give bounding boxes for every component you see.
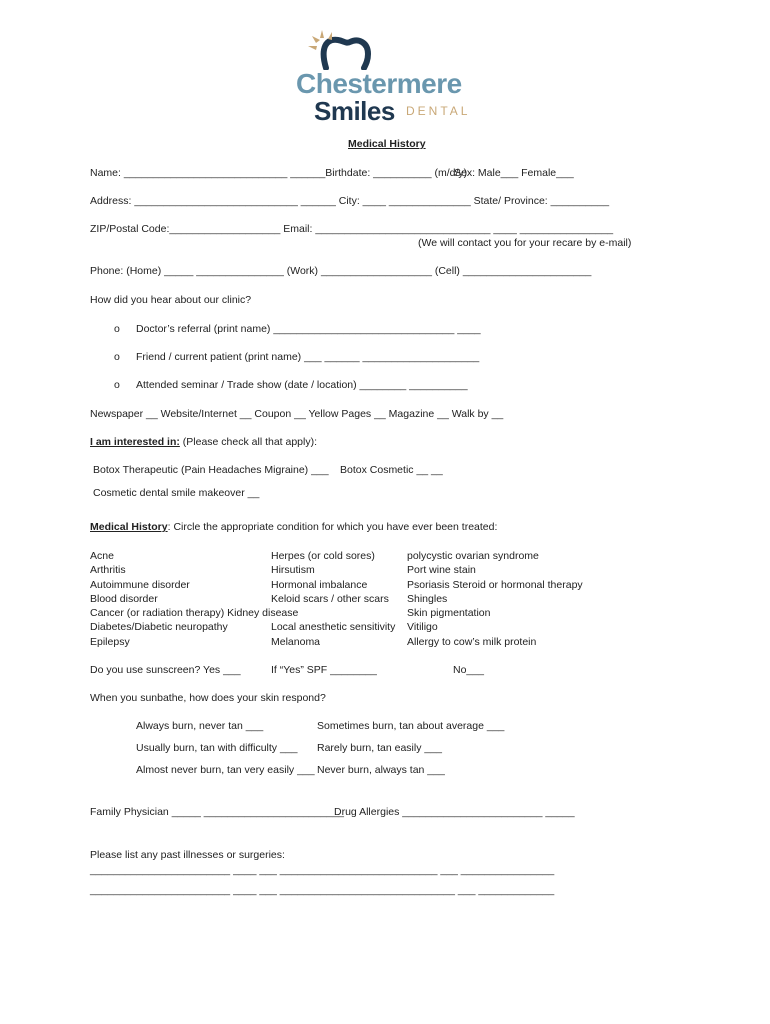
page-title: Medical History — [348, 138, 426, 150]
clinic-logo — [296, 28, 476, 126]
skin-option[interactable]: Rarely burn, tan easily ___ — [317, 742, 442, 754]
condition-item[interactable]: polycystic ovarian syndrome — [407, 550, 539, 562]
condition-item[interactable]: Hirsutism — [271, 564, 315, 577]
botox-cosmetic-option[interactable]: Botox Cosmetic __ __ — [340, 464, 443, 476]
address-field[interactable]: Address: ____________________________ ______ City: ____ ______________ State/ Province: __________ — [90, 195, 610, 207]
referral-option-doctor[interactable]: Doctor’s referral (print name) _______________________________ ____ — [136, 323, 481, 335]
condition-item[interactable]: Acne — [90, 550, 114, 562]
condition-item — [271, 606, 395, 620]
conditions-column-2 — [271, 549, 395, 649]
family-physician-field[interactable]: Family Physician _____ ________________________ — [90, 806, 344, 818]
condition-item[interactable]: Blood disorder — [90, 592, 158, 605]
medical-history-line — [90, 521, 497, 533]
condition-item[interactable]: Hormonal imbalance — [271, 578, 368, 591]
bullet: o — [114, 351, 120, 363]
tooth-logo-icon — [304, 28, 384, 70]
bullet: o — [114, 379, 120, 391]
condition-item[interactable]: Diabetes/Diabetic neuropathy — [90, 621, 228, 634]
referral-option-friend[interactable]: Friend / current patient (print name) ___ ______ ____________________ — [136, 351, 480, 363]
medical-history-instruction: : Circle the appropriate condition for which you have ever been treated: — [167, 521, 498, 533]
condition-item[interactable]: Arthritis — [90, 564, 126, 577]
illness-line[interactable]: ________________________ ____ ___ ___________________________ ___ ________________ — [90, 864, 555, 876]
interests-heading: I am interested in: — [90, 436, 180, 448]
sunscreen-question[interactable]: Do you use sunscreen? Yes ___ — [90, 664, 241, 676]
zip-email-field[interactable]: ZIP/Postal Code:___________________ Email: ______________________________ ____ ________________ — [90, 223, 614, 235]
phone-field[interactable]: Phone: (Home) _____ _______________ (Work) ___________________ (Cell) ______________________ — [90, 265, 592, 277]
condition-item[interactable]: Epilepsy — [90, 635, 130, 648]
conditions-column-3 — [407, 549, 583, 649]
condition-item[interactable]: Local anesthetic sensitivity — [271, 621, 396, 634]
conditions-column-1 — [90, 549, 298, 649]
makeover-option[interactable]: Cosmetic dental smile makeover __ — [93, 487, 260, 499]
condition-item[interactable]: Cancer (or radiation therapy) Kidney disease — [90, 607, 299, 620]
sunbathe-question: When you sunbathe, how does your skin respond? — [90, 692, 326, 704]
logo-text-dental: DENTAL — [406, 104, 471, 118]
bullet: o — [114, 323, 120, 335]
condition-item[interactable]: Vitiligo — [407, 621, 438, 634]
referral-question: How did you hear about our clinic? — [90, 294, 252, 306]
skin-option[interactable]: Usually burn, tan with difficulty ___ — [136, 742, 298, 754]
sex-field[interactable]: Sex: Male___ Female___ — [454, 167, 574, 179]
illness-line[interactable]: ________________________ ____ ___ ______________________________ ___ _____________ — [90, 884, 555, 896]
drug-allergies-field[interactable]: Drug Allergies ________________________ _____ — [334, 806, 575, 818]
logo-text-top: Chestermere — [296, 68, 462, 99]
skin-option[interactable]: Always burn, never tan ___ — [136, 720, 264, 732]
referral-sources[interactable]: Newspaper __ Website/Internet __ Coupon __ Yellow Pages __ Magazine __ Walk by __ — [90, 408, 504, 420]
referral-option-seminar[interactable]: Attended seminar / Trade show (date / location) ________ __________ — [136, 379, 468, 391]
condition-item[interactable]: Shingles — [407, 592, 448, 605]
skin-option[interactable]: Sometimes burn, tan about average ___ — [317, 720, 505, 732]
condition-item[interactable]: Psoriasis Steroid or hormonal therapy — [407, 578, 583, 591]
spf-field[interactable]: If “Yes” SPF ________ — [271, 664, 377, 676]
skin-option[interactable]: Never burn, always tan ___ — [317, 764, 445, 776]
condition-item[interactable]: Herpes (or cold sores) — [271, 550, 375, 562]
condition-item[interactable]: Skin pigmentation — [407, 607, 491, 620]
condition-item[interactable]: Melanoma — [271, 635, 321, 648]
interests-note: (Please check all that apply): — [182, 436, 318, 448]
logo-text-bottom: Smiles — [314, 96, 395, 126]
illness-label: Please list any past illnesses or surgeries: — [90, 849, 285, 861]
condition-item[interactable]: Autoimmune disorder — [90, 578, 190, 591]
medical-history-heading: Medical History — [90, 521, 168, 533]
condition-item[interactable]: Keloid scars / other scars — [271, 592, 389, 605]
interests-line — [90, 436, 317, 448]
skin-option[interactable]: Almost never burn, tan very easily ___ — [136, 764, 315, 776]
condition-item[interactable]: Port wine stain — [407, 564, 476, 577]
email-note: (We will contact you for your recare by e-mail) — [418, 237, 632, 249]
sunscreen-no[interactable]: No___ — [453, 664, 484, 676]
botox-therapeutic-option[interactable]: Botox Therapeutic (Pain Headaches Migraine) ___ — [93, 464, 329, 476]
condition-item[interactable]: Allergy to cow’s milk protein — [407, 635, 537, 648]
name-birthdate-field[interactable]: Name: ____________________________ ______Birthdate: __________ (m/d/y) — [90, 167, 468, 179]
